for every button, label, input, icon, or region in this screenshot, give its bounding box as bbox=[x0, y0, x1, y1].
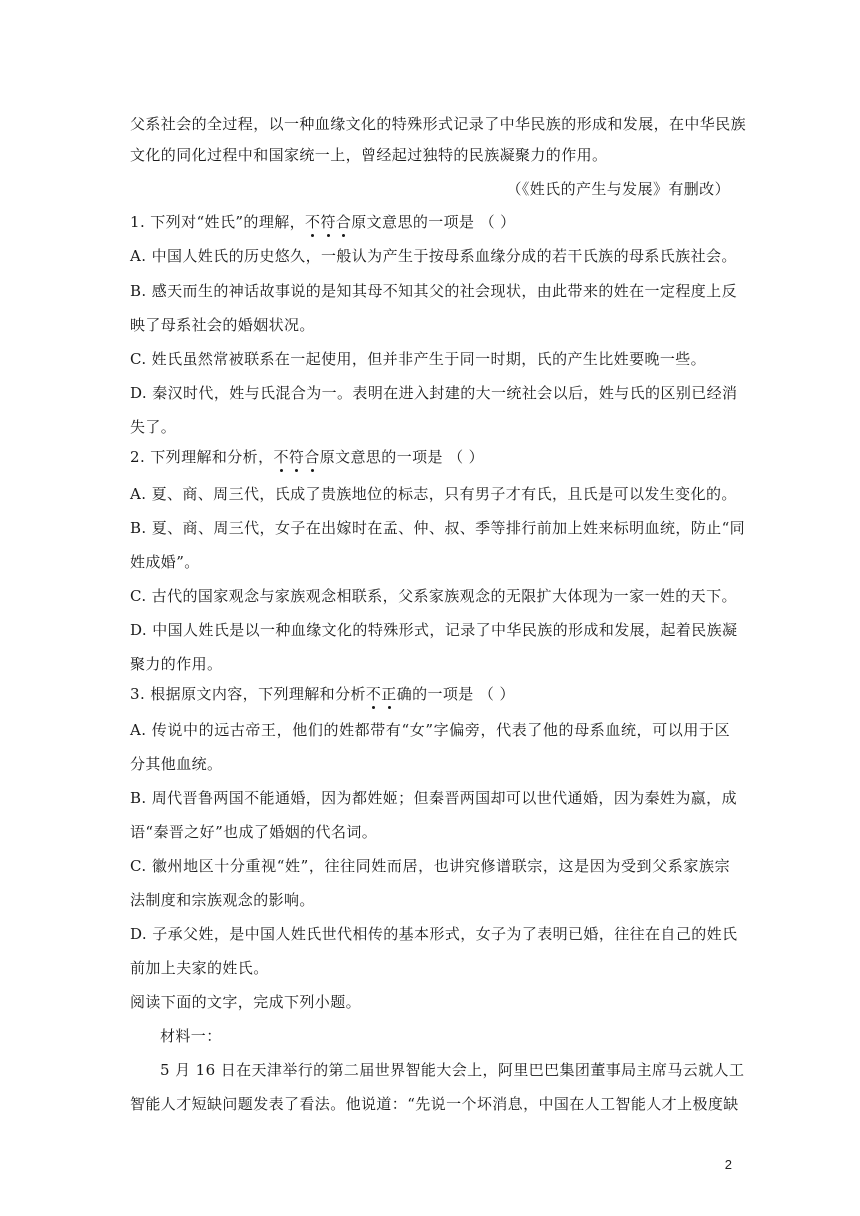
option-c-continued: 法制度和宗族观念的影响。 bbox=[130, 891, 315, 909]
option-b-continued: 映了母系社会的婚姻状况。 bbox=[130, 316, 315, 334]
emphasis-char: 合 bbox=[304, 448, 320, 466]
option-a: A. 夏、商、周三代，氏成了贵族地位的标志，只有男子才有氏，且氏是可以发生变化的。 bbox=[130, 485, 737, 503]
page-number: 2 bbox=[724, 1157, 732, 1172]
material-heading: 材料一： bbox=[160, 1027, 222, 1045]
paragraph-line: 5 月 16 日在天津举行的第二届世界智能大会上，阿里巴巴集团董事局主席马云就人工 bbox=[160, 1061, 745, 1079]
emphasis-char: 正 bbox=[381, 685, 397, 703]
text-line: 文化的同化过程中和国家统一上，曾经起过独特的民族凝聚力的作用。 bbox=[130, 146, 608, 164]
option-d: D. 子承父姓，是中国人姓氏世代相传的基本形式，女子为了表明已婚，往往在自己的姓氏 bbox=[130, 925, 738, 943]
option-c: C. 徽州地区十分重视“姓”，往往同姓而居，也讲究修谱联宗，这是因为受到父系家族宗 bbox=[130, 857, 730, 875]
option-b: B. 感天而生的神话故事说的是知其母不知其父的社会现状，由此带来的姓在一定程度上反 bbox=[130, 282, 737, 300]
paragraph-line: 智能人才短缺问题发表了看法。他说道：“先说一个坏消息，中国在人工智能人才上极度缺 bbox=[130, 1095, 739, 1113]
option-a: A. 传说中的远古帝王，他们的姓都带有“女”字偏旁，代表了他的母系血统，可以用于区 bbox=[130, 721, 730, 739]
option-b: B. 周代晋鲁两国不能通婚，因为都姓姬；但秦晋两国却可以世代通婚，因为秦姓为嬴，成 bbox=[130, 789, 737, 807]
emphasis-char: 合 bbox=[335, 213, 352, 231]
option-a-continued: 分其他血统。 bbox=[130, 755, 223, 773]
option-a: A. 中国人姓氏的历史悠久，一般认为产生于按母系血缘分成的若干氏族的母系氏族社会。 bbox=[130, 247, 737, 265]
question-3-heading: 3. 根据原文内容，下列理解和分析不正确的一项是 （ ） bbox=[130, 685, 515, 703]
emphasis-char: 不 bbox=[305, 213, 321, 231]
option-c: C. 姓氏虽然常被联系在一起使用，但并非产生于同一时期，氏的产生比姓要晚一些。 bbox=[130, 350, 707, 368]
option-b: B. 夏、商、周三代，女子在出嫁时在孟、仲、叔、季等排行前加上姓来标明血统，防止“同 bbox=[130, 519, 746, 537]
option-d: D. 中国人姓氏是以一种血缘文化的特殊形式，记录了中华民族的形成和发展，起着民族凝 bbox=[130, 621, 738, 639]
emphasis-char: 符 bbox=[320, 213, 336, 231]
source-citation: （《姓氏的产生与发展》有删改） bbox=[506, 180, 730, 198]
reading-instruction: 阅读下面的文字，完成下列小题。 bbox=[130, 993, 362, 1011]
option-b-continued: 语“秦晋之好”也成了婚姻的代名词。 bbox=[130, 823, 378, 841]
option-b-continued: 姓成婚”。 bbox=[130, 553, 200, 571]
emphasis-char: 符 bbox=[288, 448, 305, 466]
option-d-continued: 失了。 bbox=[130, 418, 177, 436]
emphasis-char: 不 bbox=[273, 448, 289, 466]
option-d-continued: 前加上夫家的姓氏。 bbox=[130, 959, 269, 977]
option-d: D. 秦汉时代，姓与氏混合为一。表明在进入封建的大一统社会以后，姓与氏的区别已经消 bbox=[130, 384, 738, 402]
emphasis-char: 不 bbox=[365, 685, 382, 703]
text-line: 父系社会的全过程，以一种血缘文化的特殊形式记录了中华民族的形成和发展，在中华民族 bbox=[130, 115, 747, 133]
option-d-continued: 聚力的作用。 bbox=[130, 655, 223, 673]
question-2-heading: 2. 下列理解和分析，不符合原文意思的一项是 （ ） bbox=[130, 448, 485, 466]
option-c: C. 古代的国家观念与家族观念相联系，父系家族观念的无限扩大体现为一家一姓的天下。 bbox=[130, 587, 737, 605]
question-1-heading: 1. 下列对“姓氏”的理解，不符合原文意思的一项是 （ ） bbox=[130, 213, 516, 231]
